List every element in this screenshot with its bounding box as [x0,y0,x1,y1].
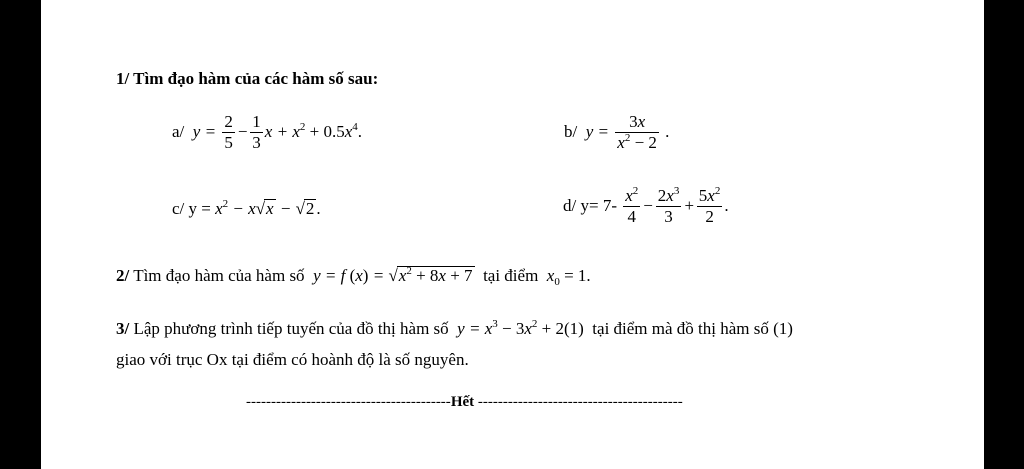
question-1b [564,112,669,154]
end-right-dashes: ----------------------------------------- [477,394,683,410]
end-marker [246,395,683,410]
formula-d: y= 7- $\frac{x^2}{4}$ − $\frac{2x^3}{3}$ + $\frac{5x^2}{2}$ . [580,185,729,227]
end-left-dashes: ----------------------------------------- [246,394,451,410]
question-1d [563,186,729,228]
formula-b: y = $\frac{3x}{x^2 - 2}$ . [585,112,670,153]
question-2 [116,265,591,288]
question-3-number: 3/ [116,319,130,338]
end-word: Hết [450,394,475,410]
document-page [41,0,984,469]
item-d-label: d/ [563,195,577,215]
formula-x0: $x_0 = 1$. [546,266,591,288]
question-1-title [116,70,378,87]
question-3-text: Lập phương trình tiếp tuyến của đồ thị hàm số [133,319,449,338]
question-3-line-2 [116,351,469,368]
question-2-number: 2/ [116,266,130,285]
question-1a [172,112,362,154]
item-a-label: a/ [172,121,185,141]
item-c-label: c/ [172,199,185,218]
question-1c [172,199,321,217]
formula-c: $y = x^2 - x√x - √2$ . [188,198,321,218]
formula-q2: y = f $(x) = √x^2 + 8x + 7$ [313,265,473,285]
question-1-heading: 1/ Tìm đạo hàm của các hàm số sau: [116,69,379,88]
question-3-suffix: tại điểm mà đồ thị hàm số (1) [592,319,793,338]
question-2-at-point: tại điểm [483,266,539,285]
question-3-continuation: giao với trục Ox tại điểm có hoành độ là số nguyên. [116,350,469,369]
question-2-text: Tìm đạo hàm của hàm số [133,266,305,285]
formula-a: y = $\frac{2}{5}$ − $\frac{1}{3}$ $x + x^2 + 0.5x^4$. [192,112,362,153]
item-b-label: b/ [564,121,578,141]
formula-q3: $y = x^3 - 3x^2 + 2(1)$ [457,318,584,338]
question-3-line-1 [116,320,793,337]
